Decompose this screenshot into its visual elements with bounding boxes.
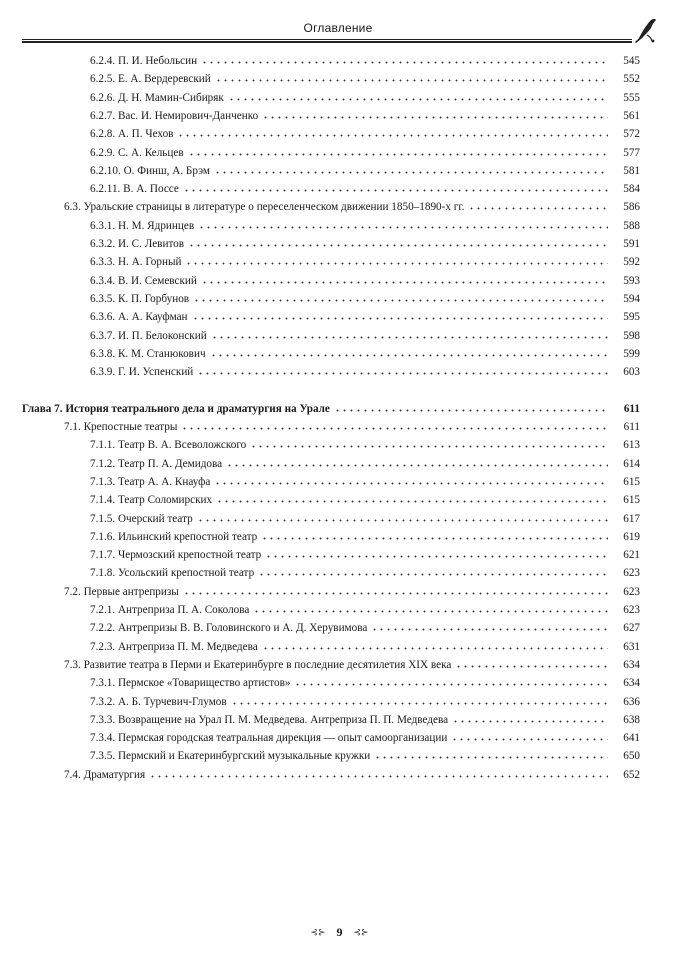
toc-entry[interactable]: [90, 52, 640, 70]
toc-entry[interactable]: [90, 693, 640, 711]
dot-leader: [211, 331, 608, 339]
toc-entry[interactable]: [90, 345, 640, 363]
toc-entry-title: 6.2.7. Вас. И. Немирович-Данченко: [90, 109, 259, 122]
toc-entry-page: 623: [623, 604, 640, 616]
toc-entry[interactable]: [90, 217, 640, 235]
toc-entry[interactable]: [90, 528, 640, 546]
toc-entry-page: 598: [623, 329, 640, 342]
toc-entry-page: 623: [623, 567, 640, 580]
dot-leader: [294, 678, 608, 686]
toc-entry-title: 6.3.9. Г. И. Успенский: [90, 366, 194, 379]
toc-entry[interactable]: [90, 107, 640, 125]
dot-leader: [452, 715, 608, 723]
toc-entry-title: 7.2.3. Антреприза П. М. Медведева: [90, 640, 258, 653]
toc-entry-page: 599: [623, 347, 640, 360]
toc-entry-page: 619: [623, 530, 640, 543]
toc-entry[interactable]: [90, 144, 640, 162]
dot-leader: [183, 184, 608, 192]
toc-entry[interactable]: [90, 308, 640, 326]
toc-entry-page: 595: [623, 311, 640, 324]
dot-leader: [228, 93, 608, 101]
toc-entry-page: 650: [623, 750, 640, 763]
dot-leader: [201, 56, 608, 64]
dot-leader: [468, 202, 608, 210]
toc-entry-title: 6.2.11. В. А. Поссе: [90, 183, 179, 196]
toc-entry-page: 638: [623, 713, 640, 726]
dot-leader: [210, 349, 608, 357]
dot-leader: [198, 221, 608, 229]
toc-entry-page: 555: [623, 91, 640, 104]
toc-entry[interactable]: [90, 235, 640, 253]
toc-entry-title: 7.3.2. А. Б. Турчевич-Глумов: [90, 695, 227, 708]
toc-entry-page: 603: [623, 366, 640, 379]
dot-leader: [371, 623, 608, 631]
toc-entry-page: 636: [623, 695, 640, 708]
toc-entry-page: 592: [623, 256, 640, 269]
dot-leader: [451, 733, 608, 741]
toc-entry[interactable]: [90, 253, 640, 271]
toc-entry-page: 641: [623, 732, 640, 745]
toc-entry-page: 593: [623, 274, 640, 287]
toc-entry[interactable]: [90, 180, 640, 198]
toc-entry[interactable]: [90, 363, 640, 381]
toc-entry[interactable]: [90, 89, 640, 107]
toc-entry-page: 617: [623, 512, 640, 525]
toc-entry-page: 611: [623, 421, 640, 433]
toc-entry[interactable]: [90, 491, 640, 509]
toc-entry-page: 614: [623, 457, 640, 470]
running-header: [22, 18, 654, 40]
header-title: Оглавление: [303, 21, 373, 35]
toc-entry-page: 545: [623, 55, 640, 67]
dot-leader: [261, 532, 608, 540]
toc-entry-page: 572: [623, 128, 640, 141]
toc-entry[interactable]: [90, 747, 640, 765]
dot-leader: [262, 642, 608, 650]
toc-entry-page: 611: [623, 402, 640, 415]
toc-entry-title: 7.1.7. Чермозский крепостной театр: [90, 549, 262, 562]
toc-entry-title: 6.3.4. В. И. Семевский: [90, 274, 197, 287]
dot-leader: [265, 550, 608, 558]
dot-leader: [193, 294, 608, 302]
toc-entry-title: 6.3. Уральские страницы в литературе о переселенческом движении 1850–1890-х гг.: [64, 201, 465, 214]
toc-entry[interactable]: [90, 510, 640, 528]
toc-entry[interactable]: [90, 564, 640, 582]
quill-emblem-icon: [632, 16, 660, 44]
toc-entry[interactable]: [90, 272, 640, 290]
dot-leader: [197, 367, 608, 375]
dot-leader: [250, 440, 608, 448]
dot-leader: [192, 312, 608, 320]
dot-leader: [214, 166, 608, 174]
toc-entry-page: 613: [623, 439, 640, 452]
toc-entry-page: 615: [623, 494, 640, 507]
dot-leader: [185, 257, 608, 265]
dot-leader: [215, 74, 608, 82]
toc-entry-title: 6.2.10. О. Финш, А. Брэм: [90, 164, 211, 177]
toc-entry[interactable]: [90, 729, 640, 747]
toc-entry[interactable]: [90, 327, 640, 345]
toc-entry-page: 577: [623, 146, 640, 159]
toc-entry[interactable]: [90, 162, 640, 180]
toc-entry-title: 7.1.2. Театр П. А. Демидова: [90, 457, 223, 470]
toc-entry-title: 7.4. Драматургия: [64, 768, 146, 781]
toc-entry-title: 6.3.1. Н. М. Ядринцев: [90, 219, 195, 232]
toc-entry[interactable]: [90, 70, 640, 88]
toc-entry-title: 6.3.7. И. П. Белоконский: [90, 329, 207, 342]
dot-leader: [253, 605, 608, 613]
toc-entry-title: 7.1.5. Очерский театр: [90, 512, 193, 525]
toc-entry-title: 7.3.5. Пермский и Екатеринбургский музыкальные кружки: [90, 750, 371, 763]
toc-entry-title: 6.3.3. Н. А. Горный: [90, 256, 182, 269]
dot-leader: [181, 422, 608, 430]
toc-entry-page: 652: [623, 768, 640, 781]
toc-entry-title: 6.2.8. А. П. Чехов: [90, 128, 174, 141]
toc-entry-title: 6.3.2. И. С. Левитов: [90, 238, 185, 250]
toc-entry-title: 7.3.3. Возвращение на Урал П. М. Медведева. Антреприза П. П. Медведева: [90, 713, 449, 726]
dot-leader: [201, 276, 608, 284]
toc-entry-page: 634: [623, 658, 640, 671]
toc-entry-page: 634: [623, 677, 640, 690]
toc-entry[interactable]: [64, 656, 640, 674]
toc-entry-title: 6.3.5. К. П. Горбунов: [90, 292, 190, 305]
footer-ornament-left: ⊰⊱: [310, 926, 326, 937]
toc-entry[interactable]: [22, 400, 640, 418]
toc-entry-page: 552: [623, 73, 640, 86]
page-footer: [0, 924, 679, 940]
toc-entry[interactable]: [64, 198, 640, 216]
dot-leader: [455, 660, 608, 668]
toc-entry-page: 615: [623, 475, 640, 488]
toc-entry[interactable]: [64, 766, 640, 784]
toc-entry-page: 588: [623, 219, 640, 232]
header-rule-thick: [22, 41, 632, 43]
toc-entry-page: 623: [623, 585, 640, 598]
toc-entry[interactable]: [90, 125, 640, 143]
toc-entry-title: Глава 7. История театрального дела и драматургия на Урале: [22, 402, 330, 415]
dot-leader: [188, 148, 608, 156]
dot-leader: [214, 477, 608, 485]
toc-entry[interactable]: [90, 546, 640, 564]
toc-entry[interactable]: [64, 418, 640, 436]
toc-entry[interactable]: [90, 711, 640, 729]
dot-leader: [262, 111, 608, 119]
dot-leader: [374, 751, 608, 759]
toc-entry-title: 6.3.6. А. А. Кауфман: [90, 311, 188, 324]
toc-entry-title: 7.3.4. Пермская городская театральная дирекция — опыт самоорганизации: [90, 732, 448, 745]
toc-entry-title: 7.2. Первые антрепризы: [64, 585, 179, 598]
dot-leader: [226, 459, 608, 467]
toc-entry[interactable]: [90, 436, 640, 454]
dot-leader: [231, 697, 608, 705]
toc-entry-page: 631: [623, 640, 640, 653]
toc-entry-page: 561: [623, 109, 640, 122]
dot-leader: [197, 514, 608, 522]
footer-ornament-right: ⊰⊱: [353, 926, 369, 937]
toc-entry-title: 7.2.2. Антрепризы В. В. Головинского и А. Д. Херувимова: [90, 622, 368, 635]
toc-entry-page: 586: [623, 201, 640, 214]
dot-leader: [149, 770, 608, 778]
toc-entry-title: 6.2.4. П. И. Небольсин: [90, 55, 198, 67]
toc-entry[interactable]: [90, 674, 640, 692]
toc-entry-title: 7.1.6. Ильинский крепостной театр: [90, 530, 258, 543]
toc-entry-page: 581: [623, 164, 640, 177]
toc-entry-title: 7.1.4. Театр Соломирских: [90, 494, 213, 507]
page-number: 9: [336, 924, 343, 939]
header-rule: [22, 39, 632, 40]
dot-leader: [216, 495, 608, 503]
toc-entry-title: 7.1.1. Театр В. А. Всеволожского: [90, 439, 247, 452]
toc-entry[interactable]: [90, 290, 640, 308]
toc-entry[interactable]: [64, 583, 640, 601]
toc-entry-page: 591: [623, 238, 640, 250]
toc-entry-title: 6.3.8. К. М. Станюкович: [90, 347, 206, 360]
toc-entry-title: 7.3. Развитие театра в Перми и Екатеринбурге в последние десятилетия XIX века: [64, 658, 452, 671]
toc-entry-title: 7.1.8. Усольский крепостной театр: [90, 567, 255, 580]
toc-entry-title: 7.1. Крепостные театры: [64, 421, 178, 433]
toc-entry[interactable]: [90, 473, 640, 491]
toc-entry[interactable]: [90, 455, 640, 473]
toc-entry-page: 584: [623, 183, 640, 196]
toc-entry-page: 627: [623, 622, 640, 635]
toc-entry-page: 594: [623, 292, 640, 305]
dot-leader: [177, 129, 608, 137]
dot-leader: [188, 239, 608, 247]
toc-entry-title: 7.3.1. Пермское «Товарищество артистов»: [90, 677, 291, 690]
dot-leader: [258, 568, 608, 576]
dot-leader: [183, 587, 608, 595]
toc-entry-title: 6.2.6. Д. Н. Мамин-Сибиряк: [90, 91, 224, 104]
toc-entry-page: 621: [623, 549, 640, 562]
toc-entry[interactable]: [90, 638, 640, 656]
toc-entry-title: 7.1.3. Театр А. А. Кнауфа: [90, 475, 211, 488]
toc-entry[interactable]: [90, 619, 640, 637]
toc-entry-title: 6.2.5. Е. А. Вердеревский: [90, 73, 211, 86]
toc-entry-title: 6.2.9. С. А. Кельцев: [90, 146, 184, 159]
toc-entry-title: 7.2.1. Антреприза П. А. Соколова: [90, 604, 250, 616]
dot-leader: [334, 404, 608, 412]
toc-entry[interactable]: [90, 601, 640, 619]
